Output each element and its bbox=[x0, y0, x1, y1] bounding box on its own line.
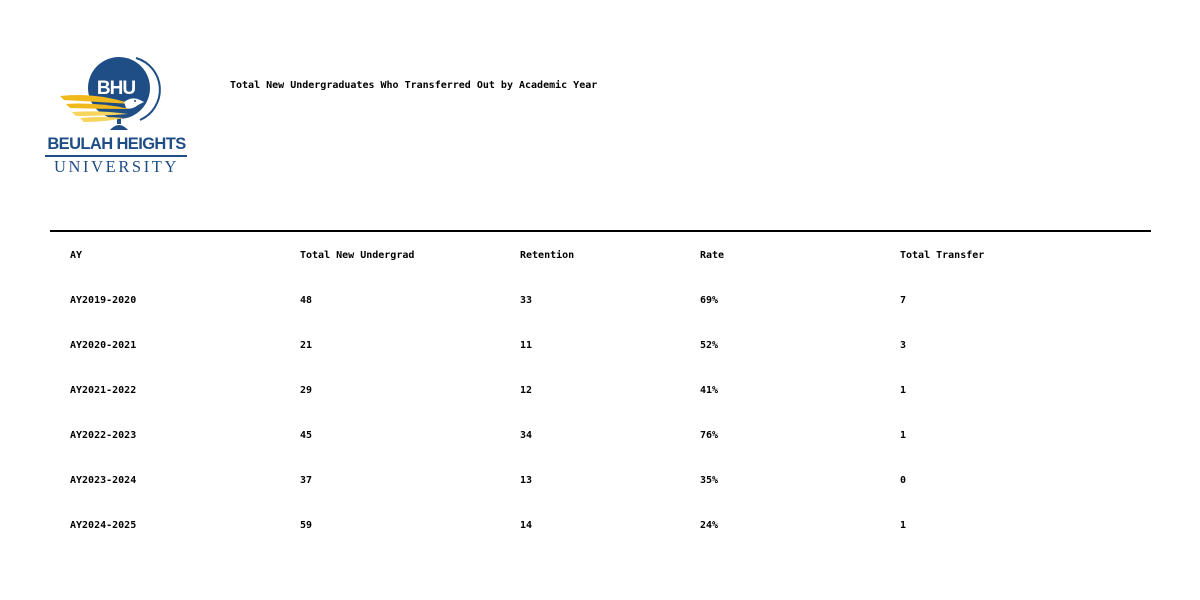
cell-total-transfer: 1 bbox=[900, 430, 907, 441]
cell-ay: AY2020-2021 bbox=[70, 340, 137, 351]
cell-total-new-undergrad: 45 bbox=[300, 430, 313, 441]
cell-rate: 69% bbox=[700, 295, 719, 306]
table-row bbox=[0, 475, 1200, 489]
cell-ay: AY2024-2025 bbox=[70, 520, 137, 531]
cell-total-transfer: 3 bbox=[900, 340, 907, 351]
table-row bbox=[0, 340, 1200, 354]
table-row bbox=[0, 520, 1200, 534]
column-header-ay: AY bbox=[70, 250, 83, 261]
cell-rate: 24% bbox=[700, 520, 719, 531]
cell-total-new-undergrad: 59 bbox=[300, 520, 313, 531]
cell-total-transfer: 0 bbox=[900, 475, 907, 486]
column-header-total-new-undergrad: Total New Undergrad bbox=[300, 250, 415, 261]
cell-ay: AY2022-2023 bbox=[70, 430, 137, 441]
cell-rate: 41% bbox=[700, 385, 719, 396]
cell-retention: 34 bbox=[520, 430, 533, 441]
logo-university-word: UNIVERSITY bbox=[54, 157, 179, 176]
cell-retention: 11 bbox=[520, 340, 533, 351]
logo-monogram: BHU bbox=[96, 78, 136, 99]
cell-rate: 76% bbox=[700, 430, 719, 441]
report-title: Total New Undergraduates Who Transferred Out by Academic Year bbox=[230, 80, 598, 91]
logo-university-name: BEULAH HEIGHTS bbox=[47, 135, 186, 153]
cell-ay: AY2021-2022 bbox=[70, 385, 137, 396]
cell-retention: 12 bbox=[520, 385, 533, 396]
cell-total-transfer: 1 bbox=[900, 520, 907, 531]
cell-total-new-undergrad: 37 bbox=[300, 475, 313, 486]
column-header-retention: Retention bbox=[520, 250, 575, 261]
cell-retention: 14 bbox=[520, 520, 533, 531]
cell-total-transfer: 7 bbox=[900, 295, 907, 306]
cell-retention: 13 bbox=[520, 475, 533, 486]
cell-rate: 35% bbox=[700, 475, 719, 486]
globe-eagle-emblem-icon bbox=[40, 52, 190, 137]
cell-ay: AY2023-2024 bbox=[70, 475, 137, 486]
cell-total-transfer: 1 bbox=[900, 385, 907, 396]
table-row bbox=[0, 385, 1200, 399]
column-header-total-transfer: Total Transfer bbox=[900, 250, 985, 261]
cell-total-new-undergrad: 21 bbox=[300, 340, 313, 351]
cell-ay: AY2019-2020 bbox=[70, 295, 137, 306]
table-row bbox=[0, 430, 1200, 444]
table-header-row bbox=[0, 250, 1200, 264]
cell-retention: 33 bbox=[520, 295, 533, 306]
column-header-rate: Rate bbox=[700, 250, 725, 261]
cell-total-new-undergrad: 48 bbox=[300, 295, 313, 306]
cell-rate: 52% bbox=[700, 340, 719, 351]
table-top-rule bbox=[50, 230, 1151, 232]
university-logo bbox=[40, 52, 190, 180]
cell-total-new-undergrad: 29 bbox=[300, 385, 313, 396]
table-row bbox=[0, 295, 1200, 309]
